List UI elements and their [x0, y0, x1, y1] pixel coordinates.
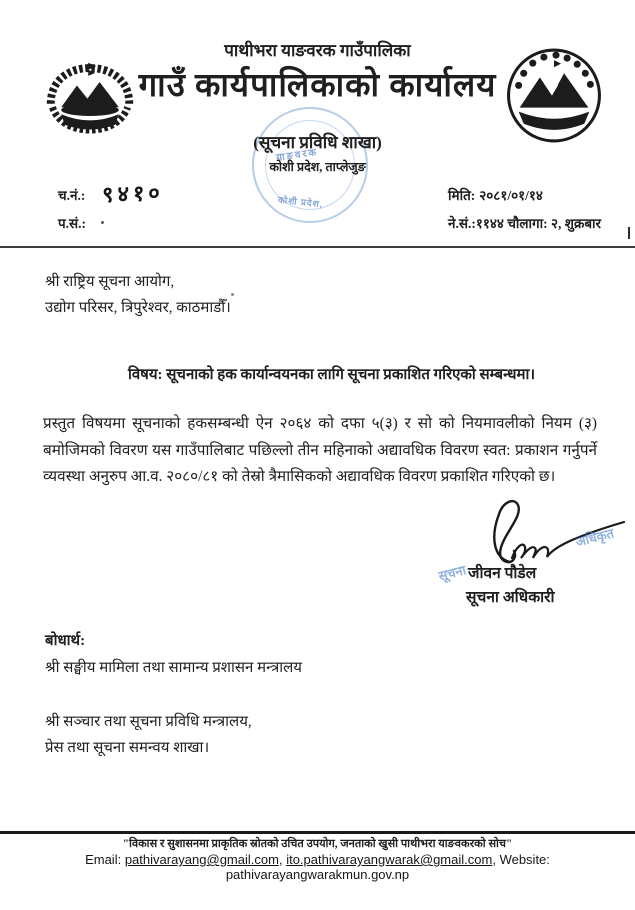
signatory-designation: सूचना अधिकारी — [466, 589, 555, 606]
date-row — [448, 186, 543, 205]
pen-mark — [101, 221, 104, 224]
dispatch-number-row — [58, 214, 86, 233]
footer-slogan: "विकास र सुशासनमा प्राकृतिक स्रोतको उचित उपयोग, जनताको खुसी पाथीभरा याङवकरको सोच" — [122, 838, 513, 850]
cc-item: श्री सञ्चार तथा सूचना प्रविधि मन्त्रालय, — [45, 714, 252, 730]
recipient-line-2: उद्योग परिसर, त्रिपुरेश्वर, काठमाडौँ। — [45, 300, 231, 316]
ref-number-row — [58, 180, 165, 209]
signatory-name: जीवन पौडेल — [468, 565, 537, 582]
separator: , — [492, 852, 496, 867]
website-url: pathivarayangwarakmun.gov.np — [225, 867, 410, 882]
cc-label: बोधार्थ: — [45, 633, 86, 649]
stamp-text-fragment: अधिकृत — [574, 525, 616, 550]
subject-line: विषय: सूचनाको हक कार्यान्वयनका लागि सूचना प्रकाशित गरिएको सम्बन्धमा। — [127, 367, 536, 383]
nepal-sambat-row — [448, 214, 601, 233]
nepal-sambat-value: ने.सं.:११४४ चौलागा: २, शुक्रबार — [448, 216, 602, 231]
header-divider-line — [0, 246, 635, 248]
date-value: २०८१/०१/१४ — [479, 188, 543, 203]
ref-number-handwritten: ९४१० — [101, 180, 165, 209]
dispatch-number-label: प.सं.: — [58, 216, 87, 231]
government-emblem-left — [42, 58, 138, 140]
scan-artifact-mark — [628, 227, 630, 239]
stamp-text-fragment: याङवरक — [275, 147, 319, 164]
office-title: गाउँ कार्यपालिकाको कार्यालय — [138, 68, 497, 104]
stamp-text-fragment: सूचना — [436, 562, 468, 584]
letter-body-paragraph: प्रस्तुत विषयमा सूचनाको हकसम्बन्धी ऐन २०६४ को दफा ५(३) र सो को नियमावलीको नियम (३) बमोजिमको विवरण यस गाउँपालिबाट पछिल्लो तीन महिनाको अद्यावधिक विवरण स्वत: प्रकाशन गर्नुपर्ने व्यवस्था अनुरुप आ.व. २०८०/८१ को तेस्रो त्रैमासिकको अद्यावधिक विवरण प्रकाशित गरिएको छ। — [43, 415, 597, 486]
cc-item: प्रेस तथा सूचना समन्वय शाखा। — [45, 740, 210, 756]
email-address-2: ito.pathivarayangwarak@gmail.com — [286, 852, 493, 867]
cc-item: श्री सङ्घीय मामिला तथा सामान्य प्रशासन मन्त्रालय — [45, 660, 302, 676]
email-label: Email: — [85, 852, 122, 867]
municipality-name: पाथीभरा याङवरक गाउँपालिका — [224, 41, 411, 60]
website-label: Website: — [499, 852, 550, 867]
branch-name: (सूचना प्रविधि शाखा) — [253, 133, 382, 152]
pen-mark — [231, 293, 234, 296]
email-address-1: pathivarayang@gmail.com — [124, 852, 279, 867]
footer-divider-line — [0, 831, 635, 834]
recipient-line-1: श्री राष्ट्रिय सूचना आयोग, — [45, 274, 175, 290]
footer-contact-line — [0, 852, 635, 882]
stamp-text-fragment: कोशी प्रदेश, — [277, 194, 324, 210]
province-district: कोशी प्रदेश, ताप्लेजुङ — [269, 160, 366, 174]
ref-number-label: च.नं.: — [58, 188, 86, 203]
date-label: मिति: — [448, 188, 476, 203]
separator: , — [278, 852, 283, 867]
